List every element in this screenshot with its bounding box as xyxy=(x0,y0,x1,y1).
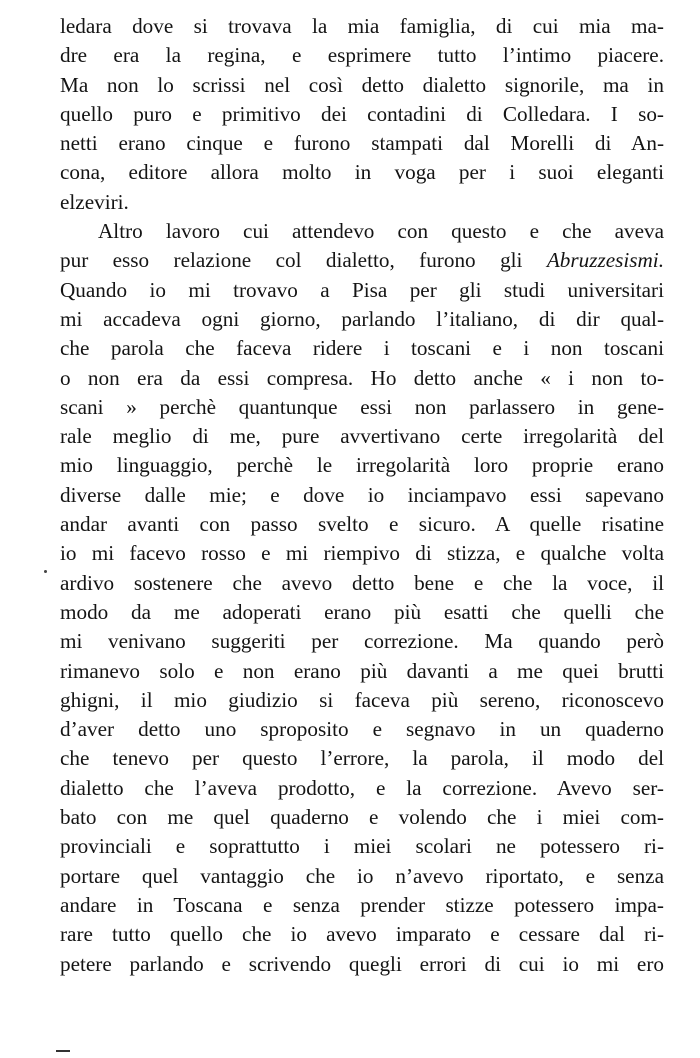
text-line-21: modo da me adoperati erano più esatti che quelli che xyxy=(60,599,664,624)
text-line-33: petere parlando e scrivendo quegli errori di cui io mi ero xyxy=(60,951,664,976)
text-line-7: elzeviri. xyxy=(60,189,129,214)
text-line-29: provinciali e soprattutto i miei scolari ne potessero ri- xyxy=(60,834,664,859)
text-line-25: d’aver detto uno sproposito e segnavo in un quaderno xyxy=(60,717,664,742)
text-line-13: o non era da essi compresa. Ho detto anche « i non to- xyxy=(60,365,664,390)
book-page xyxy=(60,12,664,979)
text-line-18: andar avanti con passo svelto e sicuro. A quelle risatine xyxy=(60,512,664,537)
text-line-12: che parola che faceva ridere i toscani e i non toscani xyxy=(60,336,664,361)
page-bottom-mark xyxy=(56,1050,70,1055)
text-line-11: mi accadeva ogni giorno, parlando l’italiano, di dir qual- xyxy=(60,306,664,331)
text-line-27: dialetto che l’aveva prodotto, e la correzione. Avevo ser- xyxy=(60,775,664,800)
italic-term-abruzzesismi: Abruzzesismi. xyxy=(546,248,664,273)
text-line-32: rare tutto quello che io avevo imparato e cessare dal ri- xyxy=(60,922,664,947)
text-line-17: diverse dalle mie; e dove io inciampavo essi sapevano xyxy=(60,482,664,507)
text-line-22: mi venivano suggeriti per correzione. Ma quando però xyxy=(60,629,664,654)
text-line-31: andare in Toscana e senza prender stizze potessero impa- xyxy=(60,892,664,917)
text-line-10: Quando io mi trovavo a Pisa per gli studi universitari xyxy=(60,277,664,302)
text-line-9 xyxy=(60,246,664,275)
text-line-20: ardivo sostenere che avevo detto bene e che la voce, il xyxy=(60,570,664,595)
print-speck xyxy=(44,570,47,573)
text-line-14: scani » perchè quantunque essi non parlassero in gene- xyxy=(60,394,664,419)
text-line-3: Ma non lo scrissi nel così detto dialetto signorile, ma in xyxy=(60,72,664,97)
text-line-4: quello puro e primitivo dei contadini di Colledara. I so- xyxy=(60,101,664,126)
text-line-19: io mi facevo rosso e mi riempivo di stizza, e qualche volta xyxy=(60,541,664,566)
text-line-28: bato con me quel quaderno e volendo che i miei com- xyxy=(60,805,664,830)
paragraph-start-line: Altro lavoro cui attendevo con questo e che aveva xyxy=(98,219,664,244)
text-line-1: ledara dove si trovava la mia famiglia, di cui mia ma- xyxy=(60,14,664,38)
text-line-16: mio linguaggio, perchè le irregolarità loro proprie erano xyxy=(60,453,664,478)
text-line-24: ghigni, il mio giudizio si faceva più sereno, riconoscevo xyxy=(60,687,664,712)
text-line-9-roman: pur esso relazione col dialetto, furono gli xyxy=(60,248,547,273)
text-line-2: dre era la regina, e esprimere tutto l’intimo piacere. xyxy=(60,43,664,68)
text-line-30: portare quel vantaggio che io n’avevo riportato, e senza xyxy=(60,863,664,888)
text-line-23: rimanevo solo e non erano più davanti a me quei brutti xyxy=(60,658,664,683)
text-line-5: netti erano cinque e furono stampati dal Morelli di An- xyxy=(60,131,664,156)
text-line-15: rale meglio di me, pure avvertivano certe irregolarità del xyxy=(60,424,664,449)
text-line-6: cona, editore allora molto in voga per i suoi eleganti xyxy=(60,160,664,185)
text-line-26: che tenevo per questo l’errore, la parola, il modo del xyxy=(60,746,664,771)
